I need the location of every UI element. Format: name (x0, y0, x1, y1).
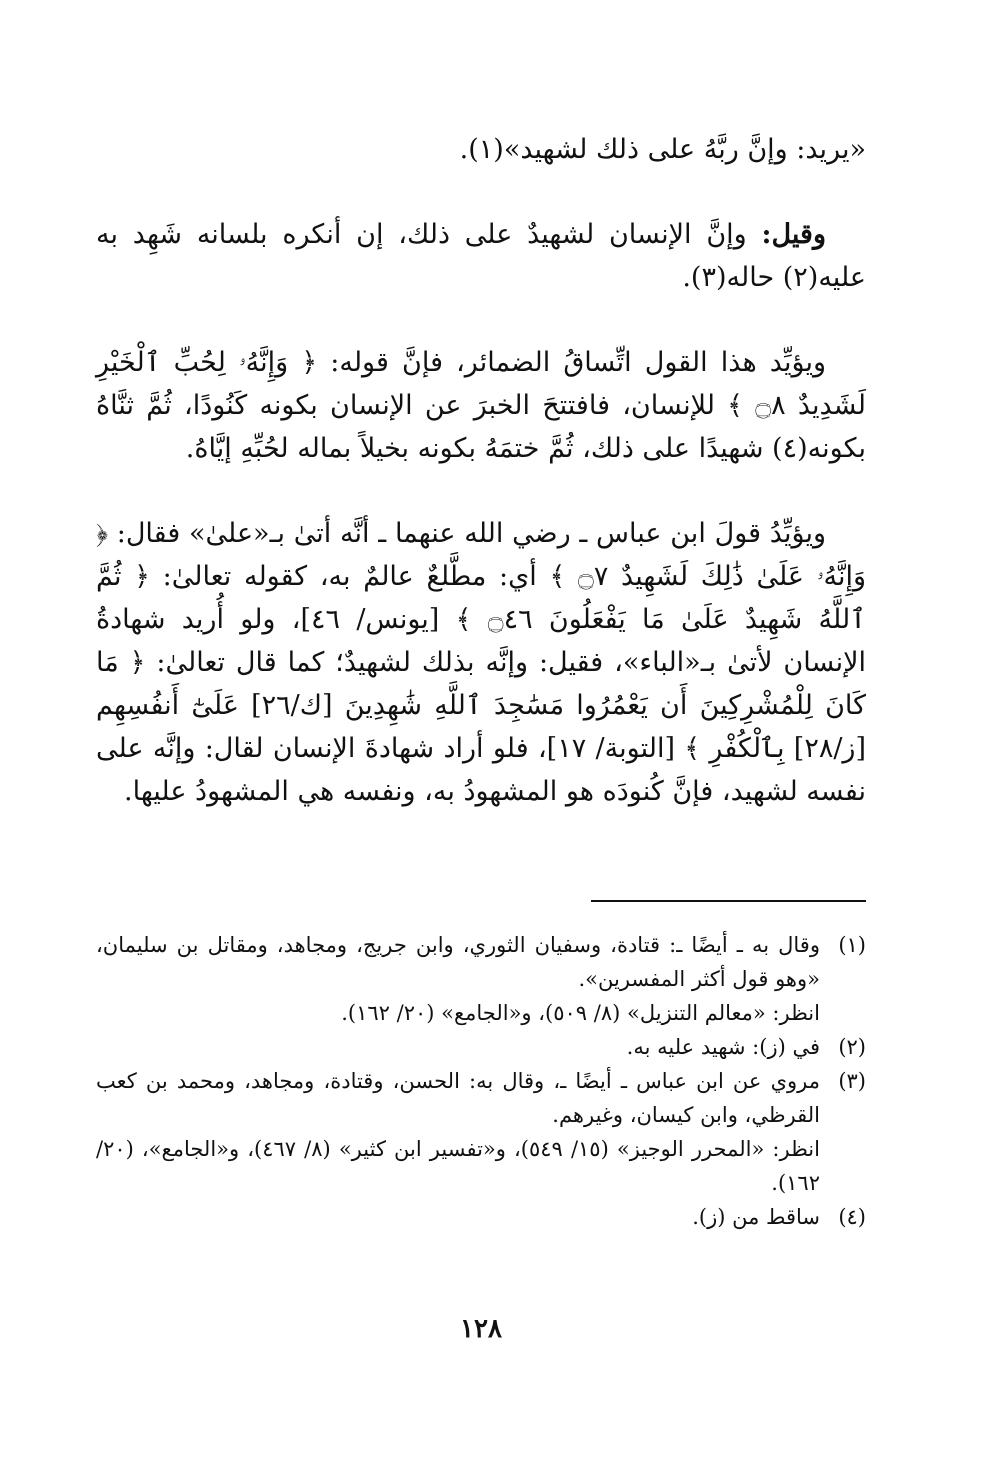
page-content (96, 128, 866, 813)
paragraph-2-label: وقيل: (761, 219, 826, 250)
paragraph-3: ويؤيِّد هذا القول اتِّساقُ الضمائر، فإنَّ قوله: ﴿ وَإِنَّهُۥ لِحُبِّ ٱلْخَيْرِ لَشَدِيدٌ ۝٨ ﴾ للإنسان، فافتتحَ الخبرَ عن الإنسان بكونه كَنُودًا، ثُمَّ ثنَّاهُ بكونه(٤) شهيدًا على ذلك، ثُمَّ ختمَهُ بكونه بخيلاً بماله لحُبِّهِ إيَّاهُ. (96, 347, 866, 464)
footnote-1 (96, 928, 866, 1030)
footnote-number: (٤) (838, 1205, 866, 1229)
footnote-text: في (ز): شهيد عليه به. (626, 1035, 820, 1059)
paragraph-4: ويؤيِّدُ قولَ ابن عباس ـ رضي الله عنهما ـ أنَّه أتىٰ بـ«علىٰ» فقال: ﴿ وَإِنَّهُۥ عَلَىٰ ذَٰلِكَ لَشَهِيدٌ ۝٧ ﴾ أي: مطَّلعٌ عالمٌ به، كقوله تعالىٰ: ﴿ ثُمَّ ٱللَّهُ شَهِيدٌ عَلَىٰ مَا يَفْعَلُونَ ۝٤٦ ﴾ [يونس/ ٤٦]، ولو أُريد شهادةُ الإنسان لأتىٰ بـ«الباء»، فقيل: وإنَّه بذلك لشهيدٌ؛ كما قال تعالىٰ: ﴿ مَا كَانَ لِلْمُشْرِكِينَ أَن يَعْمُرُوا مَسَٰجِدَ ٱللَّهِ شَٰهِدِينَ [ك/٢٦] عَلَىٰٓ أَنفُسِهِم [ز/٢٨] بِٱلْكُفْرِ ﴾ [التوبة/ ١٧]، فلو أراد شهادةَ الإنسان لقال: وإنَّه على نفسه لشهيد، فإنَّ كُنودَه هو المشهودُ به، ونفسه هي المشهودُ عليها. (96, 518, 867, 807)
page-number: ١٢٨ (460, 1314, 502, 1344)
footnote-reference: انظر: «معالم التنزيل» (٨/ ٥٠٩)، و«الجامع» (٢٠/ ١٦٢). (341, 1001, 820, 1025)
footnote-number: (٢) (838, 1035, 866, 1059)
footnote-number: (٣) (838, 1069, 866, 1093)
footnote-2 (96, 1030, 866, 1064)
footnote-number: (١) (838, 933, 866, 957)
footnote-3 (96, 1064, 866, 1200)
footnote-separator (591, 900, 866, 902)
paragraph-2-text: وإنَّ الإنسان لشهيدٌ على ذلك، إن أنكره بلسانه شَهِد به عليه(٢) حاله(٣). (96, 219, 866, 293)
paragraph-1: «يريد: وإنَّ ربَّهُ على ذلك لشهيد»(١). (459, 134, 866, 165)
footnote-text: مروي عن ابن عباس ـ أيضًا ـ، وقال به: الحسن، وقتادة، ومجاهد، ومحمد بن كعب القرظي، وابن كيسان، وغيرهم. (96, 1069, 820, 1127)
paragraph-2 (96, 213, 866, 299)
footnotes (96, 928, 866, 1234)
footnote-4 (96, 1200, 866, 1234)
footnote-reference: انظر: «المحرر الوجيز» (١٥/ ٥٤٩)، و«تفسير ابن كثير» (٨/ ٤٦٧)، و«الجامع»، (٢٠/ ١٦٢). (96, 1137, 820, 1195)
footnote-text: ساقط من (ز). (692, 1205, 820, 1229)
footnote-text: وقال به ـ أيضًا ـ: قتادة، وسفيان الثوري، وابن جريج، ومجاهد، ومقاتل بن سليمان، «وهو قول أكثر المفسرين». (96, 933, 820, 991)
